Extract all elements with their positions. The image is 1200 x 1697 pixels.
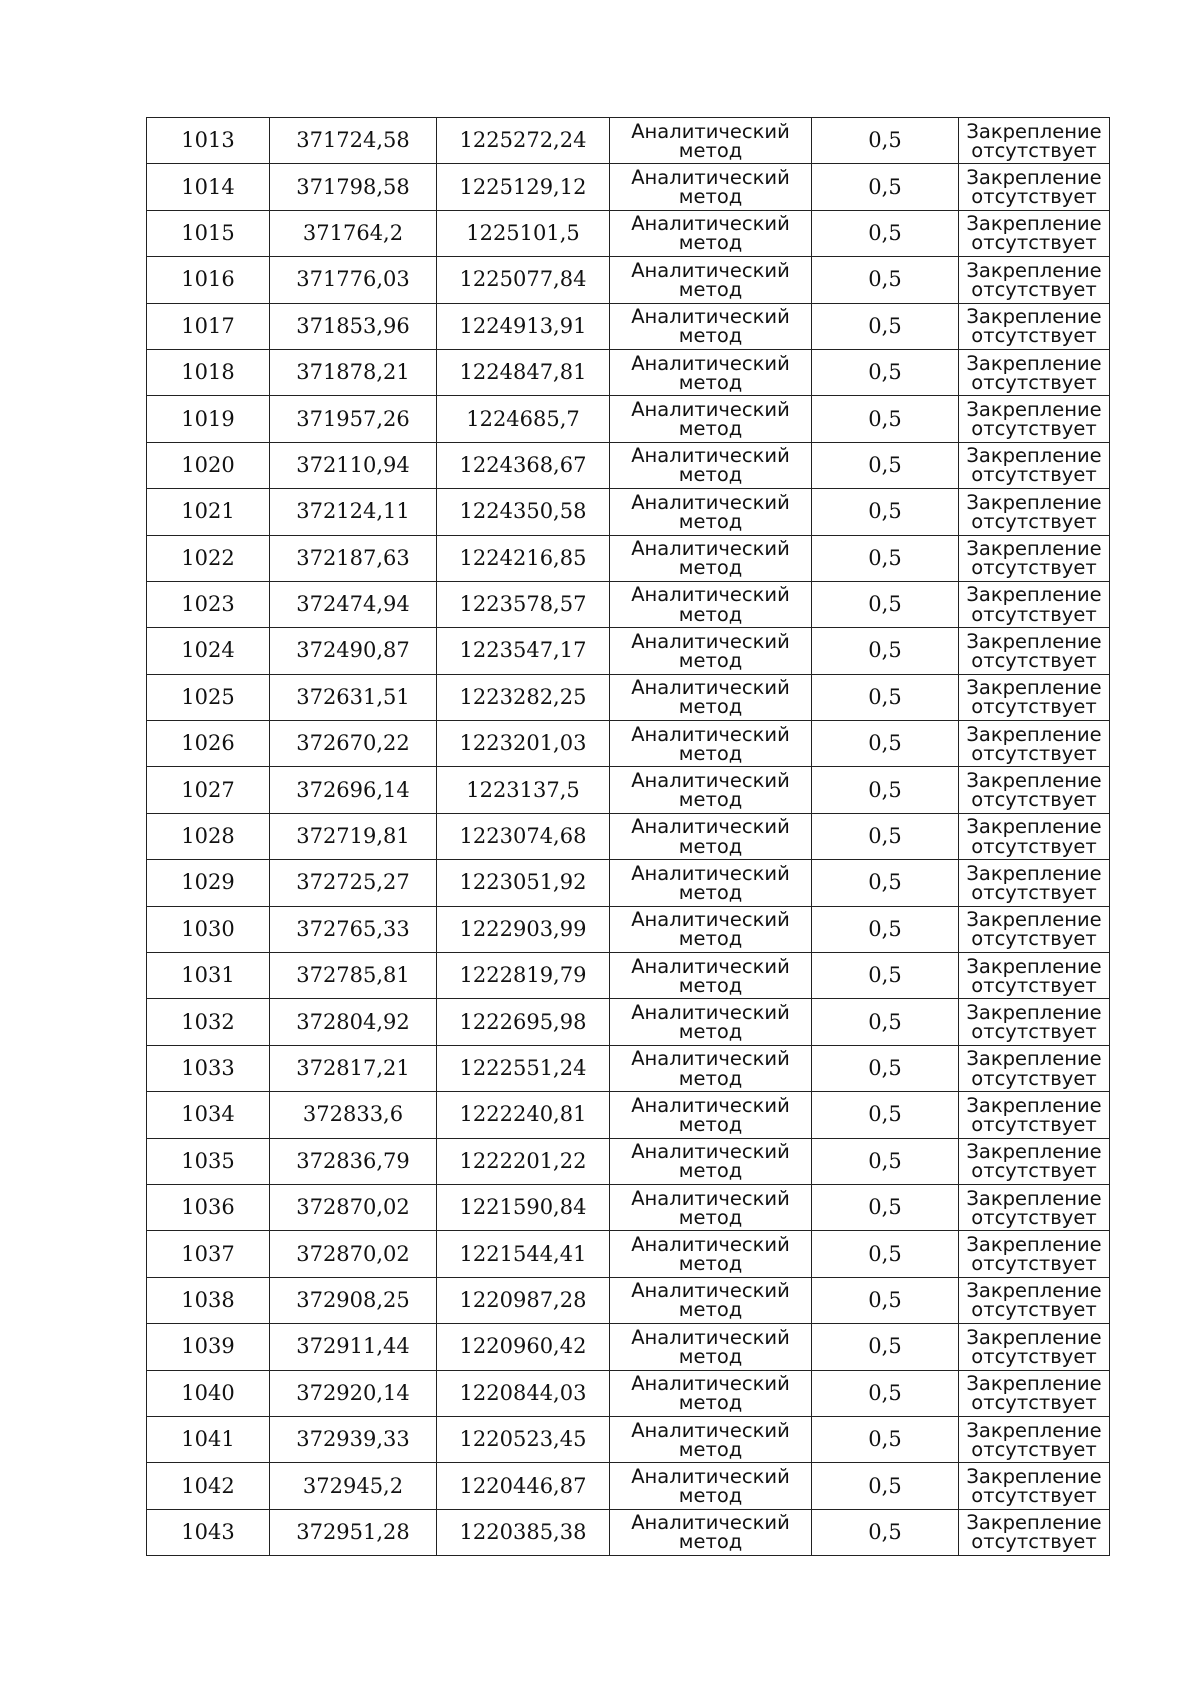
accuracy-cell: 0,5	[812, 489, 959, 535]
table-row	[147, 1184, 1110, 1230]
accuracy-cell: 0,5	[812, 581, 959, 627]
fixing-cell	[959, 303, 1110, 349]
fixing-cell	[959, 210, 1110, 256]
fixing-cell-text: Закрепление отсутствует	[966, 1279, 1102, 1322]
table-row	[147, 767, 1110, 813]
x-coordinate-cell: 372870,02	[270, 1184, 437, 1230]
method-cell	[610, 674, 812, 720]
table-row	[147, 860, 1110, 906]
y-coordinate-cell: 1220844,03	[437, 1370, 610, 1416]
y-coordinate-cell: 1220523,45	[437, 1416, 610, 1462]
fixing-cell	[959, 396, 1110, 442]
fixing-cell-text: Закрепление отсутствует	[966, 1464, 1102, 1508]
method-cell-text: Аналитический метод	[631, 119, 790, 162]
method-cell	[610, 210, 812, 256]
method-cell	[610, 721, 812, 767]
table-row	[147, 1324, 1110, 1370]
method-cell-text: Аналитический метод	[631, 397, 790, 441]
point-number-cell: 1013	[147, 118, 270, 164]
table-row	[147, 1509, 1110, 1555]
y-coordinate-cell: 1220987,28	[437, 1277, 610, 1323]
method-cell-text: Аналитический метод	[631, 861, 790, 904]
accuracy-cell: 0,5	[812, 1184, 959, 1230]
point-number-cell: 1017	[147, 303, 270, 349]
accuracy-cell: 0,5	[812, 210, 959, 256]
x-coordinate-cell: 372124,11	[270, 489, 437, 535]
table-row	[147, 257, 1110, 303]
accuracy-cell: 0,5	[812, 721, 959, 767]
y-coordinate-cell: 1222903,99	[437, 906, 610, 952]
method-cell	[610, 1138, 812, 1184]
fixing-cell-text: Закрепление отсутствует	[966, 1232, 1102, 1276]
x-coordinate-cell: 371957,26	[270, 396, 437, 442]
point-number-cell: 1029	[147, 860, 270, 906]
fixing-cell	[959, 1138, 1110, 1184]
method-cell-text: Аналитический метод	[631, 1372, 790, 1415]
method-cell-text: Аналитический метод	[631, 212, 790, 255]
method-cell	[610, 349, 812, 395]
x-coordinate-cell: 372725,27	[270, 860, 437, 906]
accuracy-cell: 0,5	[812, 767, 959, 813]
method-cell	[610, 1092, 812, 1138]
fixing-cell-text: Закрепление отсутствует	[966, 119, 1102, 162]
method-cell-text: Аналитический метод	[631, 1325, 790, 1368]
point-number-cell: 1028	[147, 813, 270, 859]
y-coordinate-cell: 1222695,98	[437, 999, 610, 1045]
fixing-cell-text: Закрепление отсутствует	[966, 1372, 1102, 1415]
fixing-cell-text: Закрепление отсутствует	[966, 815, 1102, 858]
table-row	[147, 1277, 1110, 1323]
x-coordinate-cell: 372870,02	[270, 1231, 437, 1277]
y-coordinate-cell: 1224368,67	[437, 442, 610, 488]
accuracy-cell: 0,5	[812, 1370, 959, 1416]
accuracy-cell: 0,5	[812, 118, 959, 164]
accuracy-cell: 0,5	[812, 303, 959, 349]
y-coordinate-cell: 1223201,03	[437, 721, 610, 767]
y-coordinate-cell: 1224847,81	[437, 349, 610, 395]
fixing-cell-text: Закрепление отсутствует	[966, 444, 1102, 487]
x-coordinate-cell: 372911,44	[270, 1324, 437, 1370]
point-number-cell: 1026	[147, 721, 270, 767]
x-coordinate-cell: 372817,21	[270, 1045, 437, 1091]
point-number-cell: 1016	[147, 257, 270, 303]
method-cell-text: Аналитический метод	[631, 537, 790, 580]
fixing-cell	[959, 1231, 1110, 1277]
point-number-cell: 1019	[147, 396, 270, 442]
x-coordinate-cell: 372670,22	[270, 721, 437, 767]
x-coordinate-cell: 372908,25	[270, 1277, 437, 1323]
accuracy-cell: 0,5	[812, 1416, 959, 1462]
point-number-cell: 1042	[147, 1463, 270, 1509]
accuracy-cell: 0,5	[812, 1463, 959, 1509]
point-number-cell: 1020	[147, 442, 270, 488]
y-coordinate-cell: 1224216,85	[437, 535, 610, 581]
point-number-cell: 1021	[147, 489, 270, 535]
fixing-cell-text: Закрепление отсутствует	[966, 537, 1102, 580]
fixing-cell	[959, 118, 1110, 164]
fixing-cell	[959, 628, 1110, 674]
fixing-cell	[959, 257, 1110, 303]
method-cell	[610, 1324, 812, 1370]
point-number-cell: 1038	[147, 1277, 270, 1323]
accuracy-cell: 0,5	[812, 1045, 959, 1091]
table-row	[147, 1463, 1110, 1509]
accuracy-cell: 0,5	[812, 535, 959, 581]
fixing-cell-text: Закрепление отсутствует	[966, 1511, 1102, 1554]
method-cell	[610, 535, 812, 581]
fixing-cell-text: Закрепление отсутствует	[966, 490, 1102, 533]
x-coordinate-cell: 372804,92	[270, 999, 437, 1045]
method-cell	[610, 1463, 812, 1509]
method-cell-text: Аналитический метод	[631, 1093, 790, 1136]
point-number-cell: 1014	[147, 164, 270, 210]
x-coordinate-cell: 372474,94	[270, 581, 437, 627]
fixing-cell-text: Закрепление отсутствует	[966, 861, 1102, 904]
y-coordinate-cell: 1222551,24	[437, 1045, 610, 1091]
table-row	[147, 721, 1110, 767]
point-number-cell: 1025	[147, 674, 270, 720]
accuracy-cell: 0,5	[812, 442, 959, 488]
method-cell	[610, 906, 812, 952]
x-coordinate-cell: 371776,03	[270, 257, 437, 303]
x-coordinate-cell: 372920,14	[270, 1370, 437, 1416]
accuracy-cell: 0,5	[812, 1509, 959, 1555]
accuracy-cell: 0,5	[812, 674, 959, 720]
x-coordinate-cell: 372939,33	[270, 1416, 437, 1462]
y-coordinate-cell: 1225129,12	[437, 164, 610, 210]
table-row	[147, 628, 1110, 674]
accuracy-cell: 0,5	[812, 1092, 959, 1138]
fixing-cell-text: Закрепление отсутствует	[966, 769, 1102, 812]
method-cell-text: Аналитический метод	[631, 908, 790, 951]
y-coordinate-cell: 1223547,17	[437, 628, 610, 674]
method-cell	[610, 628, 812, 674]
y-coordinate-cell: 1224685,7	[437, 396, 610, 442]
fixing-cell	[959, 535, 1110, 581]
method-cell	[610, 1184, 812, 1230]
accuracy-cell: 0,5	[812, 396, 959, 442]
fixing-cell-text: Закрепление отсутствует	[966, 629, 1102, 672]
fixing-cell-text: Закрепление отсутствует	[966, 397, 1102, 441]
point-number-cell: 1037	[147, 1231, 270, 1277]
method-cell-text: Аналитический метод	[631, 629, 790, 672]
fixing-cell-text: Закрепление отсутствует	[966, 1418, 1102, 1461]
fixing-cell-text: Закрепление отсутствует	[966, 165, 1102, 209]
fixing-cell	[959, 489, 1110, 535]
table-row	[147, 1231, 1110, 1277]
method-cell-text: Аналитический метод	[631, 1511, 790, 1554]
fixing-cell	[959, 767, 1110, 813]
coordinates-table-body	[147, 118, 1110, 1556]
method-cell-text: Аналитический метод	[631, 305, 790, 348]
y-coordinate-cell: 1223578,57	[437, 581, 610, 627]
accuracy-cell: 0,5	[812, 1138, 959, 1184]
method-cell	[610, 813, 812, 859]
fixing-cell	[959, 1324, 1110, 1370]
x-coordinate-cell: 372187,63	[270, 535, 437, 581]
fixing-cell-text: Закрепление отсутствует	[966, 954, 1102, 997]
method-cell	[610, 257, 812, 303]
fixing-cell-text: Закрепление отсутствует	[966, 212, 1102, 255]
x-coordinate-cell: 372785,81	[270, 953, 437, 999]
point-number-cell: 1034	[147, 1092, 270, 1138]
x-coordinate-cell: 371853,96	[270, 303, 437, 349]
y-coordinate-cell: 1223074,68	[437, 813, 610, 859]
fixing-cell	[959, 999, 1110, 1045]
fixing-cell-text: Закрепление отсутствует	[966, 1093, 1102, 1136]
fixing-cell	[959, 1277, 1110, 1323]
table-row	[147, 303, 1110, 349]
accuracy-cell: 0,5	[812, 813, 959, 859]
method-cell	[610, 118, 812, 164]
fixing-cell	[959, 164, 1110, 210]
accuracy-cell: 0,5	[812, 1324, 959, 1370]
table-row	[147, 1092, 1110, 1138]
x-coordinate-cell: 371764,2	[270, 210, 437, 256]
table-row	[147, 953, 1110, 999]
y-coordinate-cell: 1224350,58	[437, 489, 610, 535]
accuracy-cell: 0,5	[812, 953, 959, 999]
y-coordinate-cell: 1225077,84	[437, 257, 610, 303]
fixing-cell-text: Закрепление отсутствует	[966, 1047, 1102, 1090]
method-cell	[610, 1370, 812, 1416]
accuracy-cell: 0,5	[812, 349, 959, 395]
x-coordinate-cell: 372836,79	[270, 1138, 437, 1184]
fixing-cell	[959, 906, 1110, 952]
point-number-cell: 1031	[147, 953, 270, 999]
fixing-cell-text: Закрепление отсутствует	[966, 351, 1102, 394]
x-coordinate-cell: 372951,28	[270, 1509, 437, 1555]
table-row	[147, 210, 1110, 256]
table-row	[147, 581, 1110, 627]
table-row	[147, 489, 1110, 535]
table-row	[147, 674, 1110, 720]
point-number-cell: 1022	[147, 535, 270, 581]
table-row	[147, 1138, 1110, 1184]
point-number-cell: 1027	[147, 767, 270, 813]
x-coordinate-cell: 372631,51	[270, 674, 437, 720]
y-coordinate-cell: 1222240,81	[437, 1092, 610, 1138]
fixing-cell	[959, 860, 1110, 906]
fixing-cell-text: Закрепление отсутствует	[966, 583, 1102, 626]
method-cell-text: Аналитический метод	[631, 351, 790, 394]
method-cell	[610, 999, 812, 1045]
method-cell-text: Аналитический метод	[631, 676, 790, 719]
y-coordinate-cell: 1220446,87	[437, 1463, 610, 1509]
fixing-cell	[959, 442, 1110, 488]
method-cell-text: Аналитический метод	[631, 1047, 790, 1090]
method-cell-text: Аналитический метод	[631, 444, 790, 487]
table-row	[147, 164, 1110, 210]
table-row	[147, 1045, 1110, 1091]
table-row	[147, 1416, 1110, 1462]
point-number-cell: 1023	[147, 581, 270, 627]
fixing-cell-text: Закрепление отсутствует	[966, 676, 1102, 719]
fixing-cell-text: Закрепление отсутствует	[966, 1186, 1102, 1229]
method-cell-text: Аналитический метод	[631, 490, 790, 533]
table-row	[147, 1370, 1110, 1416]
fixing-cell	[959, 1463, 1110, 1509]
fixing-cell-text: Закрепление отсутствует	[966, 722, 1102, 765]
fixing-cell	[959, 1416, 1110, 1462]
point-number-cell: 1015	[147, 210, 270, 256]
method-cell-text: Аналитический метод	[631, 769, 790, 812]
method-cell	[610, 164, 812, 210]
method-cell	[610, 860, 812, 906]
point-number-cell: 1035	[147, 1138, 270, 1184]
fixing-cell	[959, 1509, 1110, 1555]
method-cell-text: Аналитический метод	[631, 583, 790, 626]
method-cell-text: Аналитический метод	[631, 1418, 790, 1461]
fixing-cell-text: Закрепление отсутствует	[966, 258, 1102, 301]
accuracy-cell: 0,5	[812, 1231, 959, 1277]
method-cell	[610, 396, 812, 442]
fixing-cell	[959, 953, 1110, 999]
fixing-cell	[959, 813, 1110, 859]
method-cell-text: Аналитический метод	[631, 1186, 790, 1229]
accuracy-cell: 0,5	[812, 257, 959, 303]
x-coordinate-cell: 372719,81	[270, 813, 437, 859]
table-row	[147, 442, 1110, 488]
method-cell-text: Аналитический метод	[631, 1001, 790, 1044]
y-coordinate-cell: 1225101,5	[437, 210, 610, 256]
table-row	[147, 396, 1110, 442]
point-number-cell: 1024	[147, 628, 270, 674]
point-number-cell: 1030	[147, 906, 270, 952]
y-coordinate-cell: 1224913,91	[437, 303, 610, 349]
table-row	[147, 906, 1110, 952]
y-coordinate-cell: 1220960,42	[437, 1324, 610, 1370]
fixing-cell-text: Закрепление отсутствует	[966, 305, 1102, 348]
method-cell-text: Аналитический метод	[631, 1279, 790, 1322]
method-cell-text: Аналитический метод	[631, 815, 790, 858]
x-coordinate-cell: 371724,58	[270, 118, 437, 164]
fixing-cell-text: Закрепление отсутствует	[966, 1325, 1102, 1368]
accuracy-cell: 0,5	[812, 1277, 959, 1323]
fixing-cell	[959, 674, 1110, 720]
fixing-cell	[959, 1045, 1110, 1091]
y-coordinate-cell: 1223137,5	[437, 767, 610, 813]
y-coordinate-cell: 1222819,79	[437, 953, 610, 999]
method-cell	[610, 1277, 812, 1323]
point-number-cell: 1036	[147, 1184, 270, 1230]
point-number-cell: 1041	[147, 1416, 270, 1462]
fixing-cell-text: Закрепление отсутствует	[966, 908, 1102, 951]
method-cell	[610, 1509, 812, 1555]
fixing-cell	[959, 1092, 1110, 1138]
method-cell-text: Аналитический метод	[631, 165, 790, 209]
x-coordinate-cell: 372696,14	[270, 767, 437, 813]
fixing-cell-text: Закрепление отсутствует	[966, 1140, 1102, 1183]
method-cell-text: Аналитический метод	[631, 258, 790, 301]
method-cell-text: Аналитический метод	[631, 1464, 790, 1508]
y-coordinate-cell: 1220385,38	[437, 1509, 610, 1555]
y-coordinate-cell: 1223051,92	[437, 860, 610, 906]
x-coordinate-cell: 372765,33	[270, 906, 437, 952]
fixing-cell	[959, 349, 1110, 395]
method-cell-text: Аналитический метод	[631, 1140, 790, 1183]
coordinates-table	[146, 117, 1110, 1556]
accuracy-cell: 0,5	[812, 999, 959, 1045]
table-row	[147, 535, 1110, 581]
fixing-cell-text: Закрепление отсутствует	[966, 1001, 1102, 1044]
x-coordinate-cell: 372490,87	[270, 628, 437, 674]
table-row	[147, 999, 1110, 1045]
table-row	[147, 118, 1110, 164]
x-coordinate-cell: 371878,21	[270, 349, 437, 395]
method-cell	[610, 303, 812, 349]
y-coordinate-cell: 1223282,25	[437, 674, 610, 720]
x-coordinate-cell: 371798,58	[270, 164, 437, 210]
method-cell	[610, 767, 812, 813]
point-number-cell: 1043	[147, 1509, 270, 1555]
fixing-cell	[959, 1370, 1110, 1416]
method-cell	[610, 442, 812, 488]
x-coordinate-cell: 372110,94	[270, 442, 437, 488]
fixing-cell	[959, 581, 1110, 627]
fixing-cell	[959, 721, 1110, 767]
method-cell-text: Аналитический метод	[631, 954, 790, 997]
method-cell	[610, 1231, 812, 1277]
method-cell	[610, 581, 812, 627]
accuracy-cell: 0,5	[812, 164, 959, 210]
accuracy-cell: 0,5	[812, 860, 959, 906]
accuracy-cell: 0,5	[812, 906, 959, 952]
x-coordinate-cell: 372833,6	[270, 1092, 437, 1138]
point-number-cell: 1039	[147, 1324, 270, 1370]
fixing-cell	[959, 1184, 1110, 1230]
point-number-cell: 1018	[147, 349, 270, 395]
method-cell	[610, 1416, 812, 1462]
method-cell-text: Аналитический метод	[631, 722, 790, 765]
method-cell	[610, 1045, 812, 1091]
point-number-cell: 1032	[147, 999, 270, 1045]
method-cell	[610, 489, 812, 535]
point-number-cell: 1040	[147, 1370, 270, 1416]
y-coordinate-cell: 1221590,84	[437, 1184, 610, 1230]
y-coordinate-cell: 1225272,24	[437, 118, 610, 164]
method-cell-text: Аналитический метод	[631, 1232, 790, 1276]
x-coordinate-cell: 372945,2	[270, 1463, 437, 1509]
method-cell	[610, 953, 812, 999]
table-row	[147, 813, 1110, 859]
table-row	[147, 349, 1110, 395]
y-coordinate-cell: 1221544,41	[437, 1231, 610, 1277]
point-number-cell: 1033	[147, 1045, 270, 1091]
y-coordinate-cell: 1222201,22	[437, 1138, 610, 1184]
accuracy-cell: 0,5	[812, 628, 959, 674]
